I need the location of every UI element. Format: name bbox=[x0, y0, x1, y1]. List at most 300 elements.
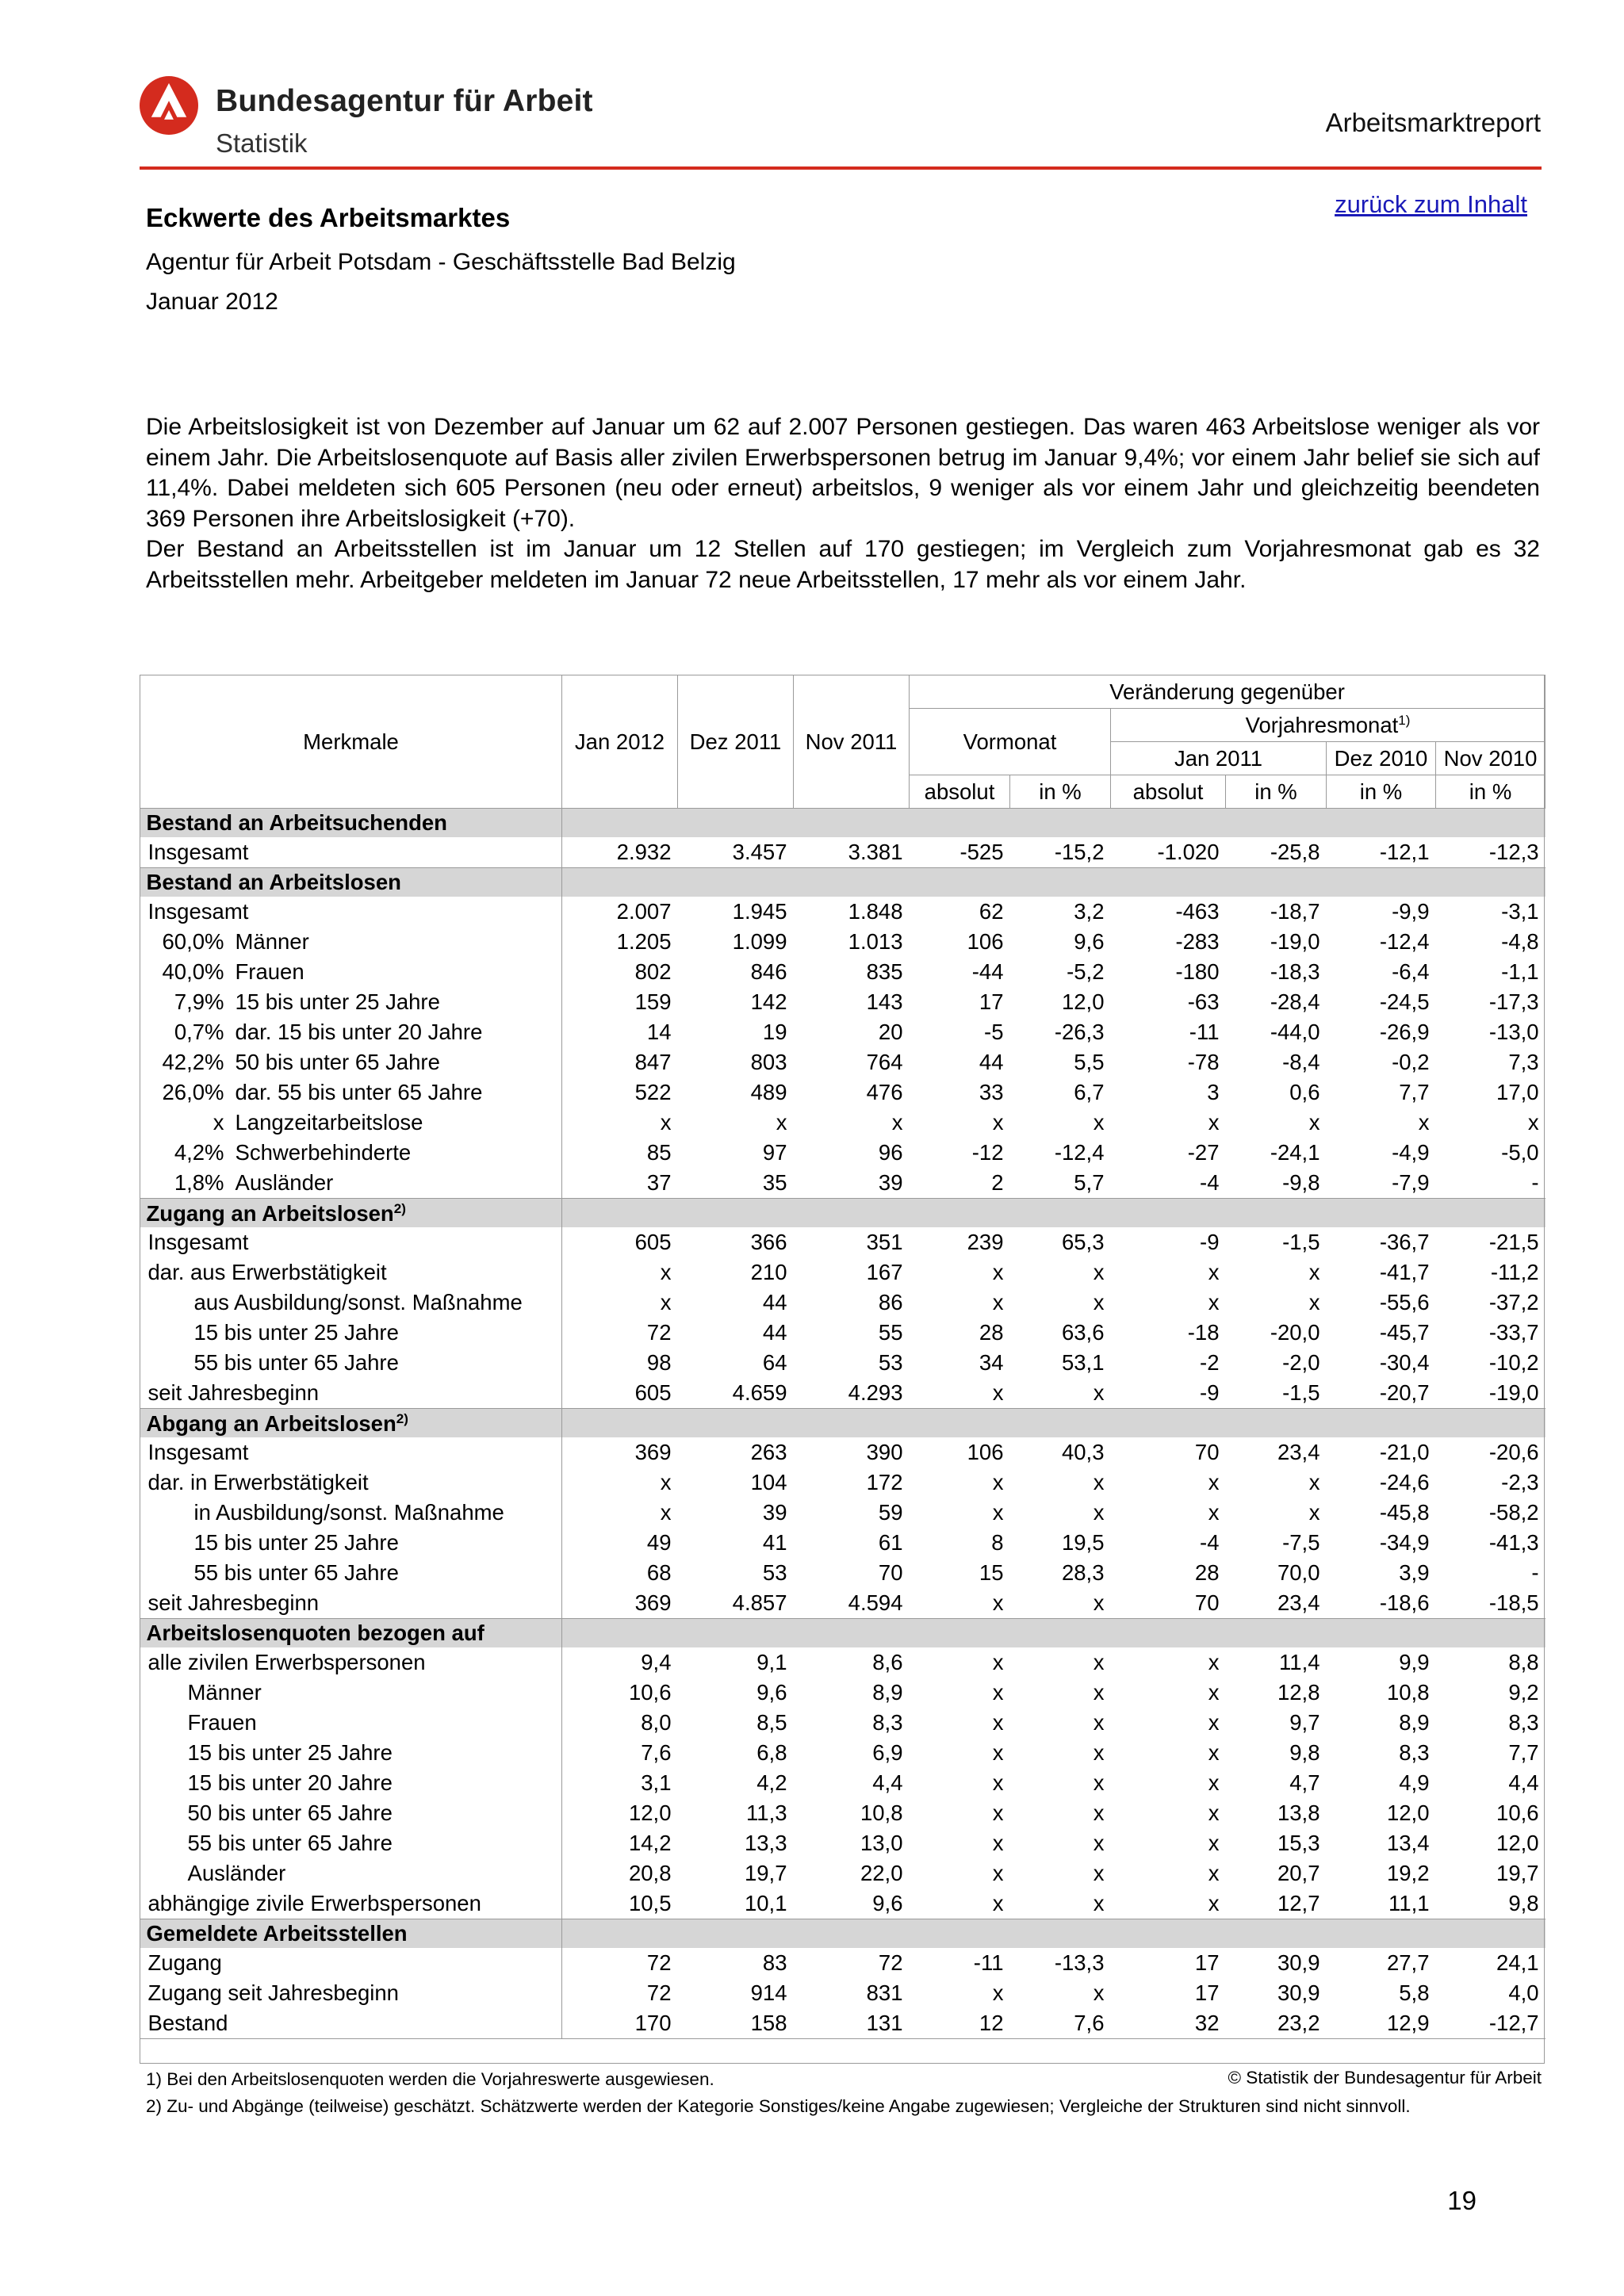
row-label-text: 15 bis unter 25 Jahre bbox=[235, 989, 440, 1015]
table-cell: x bbox=[1093, 1650, 1105, 1675]
row-label bbox=[140, 1708, 562, 1738]
table-cell: -4,9 bbox=[1392, 1140, 1430, 1165]
table-cell: 167 bbox=[866, 1260, 903, 1285]
table-cell: -2,3 bbox=[1501, 1470, 1539, 1495]
table-cell: 10,8 bbox=[860, 1800, 903, 1826]
table-row bbox=[140, 927, 1545, 957]
table-cell: 12,8 bbox=[1277, 1680, 1320, 1705]
table-cell: 9,9 bbox=[1399, 1650, 1430, 1675]
row-label-text: abhängige zivile Erwerbspersonen bbox=[147, 1891, 481, 1916]
table-cell: 9,6 bbox=[1074, 929, 1105, 955]
table-cell: 846 bbox=[750, 959, 787, 985]
row-label bbox=[140, 1588, 562, 1619]
header-vormonat: Vormonat bbox=[910, 709, 1111, 775]
table-cell: 159 bbox=[634, 989, 672, 1015]
copyright-note: © Statistik der Bundesagentur für Arbeit bbox=[1228, 2068, 1542, 2087]
row-label bbox=[140, 987, 562, 1017]
table-row bbox=[140, 1588, 1545, 1619]
table-cell: 6,7 bbox=[1074, 1080, 1105, 1105]
row-share: 42,2% bbox=[162, 1050, 224, 1075]
table-cell: 1.099 bbox=[732, 929, 787, 955]
table-cell: 106 bbox=[967, 929, 1004, 955]
page-title: Eckwerte des Arbeitsmarktes bbox=[146, 203, 511, 232]
table-cell: 70 bbox=[1194, 1440, 1220, 1465]
table-row bbox=[140, 1108, 1545, 1138]
table-cell: -55,6 bbox=[1379, 1290, 1430, 1315]
row-label bbox=[140, 1348, 562, 1378]
table-cell: x bbox=[660, 1110, 672, 1135]
table-cell: 4,7 bbox=[1289, 1770, 1320, 1796]
brand-subtitle: Statistik bbox=[216, 128, 308, 158]
table-cell: -12,3 bbox=[1488, 840, 1539, 865]
row-label bbox=[140, 1168, 562, 1199]
table-cell: x bbox=[1208, 1891, 1220, 1916]
row-label bbox=[140, 1288, 562, 1318]
section-title-text: Arbeitslosenquoten bezogen auf bbox=[146, 1621, 485, 1646]
row-label bbox=[140, 1858, 562, 1888]
table-cell: -13,3 bbox=[1054, 1950, 1105, 1976]
table-cell: 12 bbox=[910, 2008, 1010, 2039]
table-body bbox=[140, 809, 1545, 2039]
table-cell: 170 bbox=[562, 2008, 678, 2039]
table-cell: 10,8 bbox=[1386, 1680, 1430, 1705]
table-cell: -4 bbox=[1200, 1530, 1220, 1556]
table-cell: -63 bbox=[1187, 989, 1220, 1015]
table-cell: -24,5 bbox=[1379, 989, 1430, 1015]
table-cell: 10,6 bbox=[628, 1680, 672, 1705]
table-cell: x bbox=[1093, 1260, 1105, 1285]
table-cell: 1.013 bbox=[848, 929, 903, 955]
footnote-2: 2) Zu- und Abgänge (teilweise) geschätzt. Schätzwerte werden der Kategorie Sonstiges/keine Angabe zugewiesen; Vergleiche der Strukturen sind nicht sinnvoll. bbox=[146, 2096, 1411, 2116]
table-cell: x bbox=[1093, 1831, 1105, 1856]
table-cell: 7,7 bbox=[1508, 1740, 1539, 1766]
table-cell: 97 bbox=[762, 1140, 787, 1165]
table-cell: 3 bbox=[1207, 1080, 1220, 1105]
table-cell: 390 bbox=[866, 1440, 903, 1465]
table-cell: 12,0 bbox=[1061, 989, 1105, 1015]
table-cell: x bbox=[992, 1650, 1004, 1675]
table-cell: 1.205 bbox=[616, 929, 672, 955]
table-cell: 4,0 bbox=[1508, 1980, 1539, 2006]
table-row bbox=[140, 1077, 1545, 1108]
table-cell: 9,7 bbox=[1289, 1710, 1320, 1735]
table-cell: 9,6 bbox=[872, 1891, 903, 1916]
section-header bbox=[140, 809, 1545, 838]
table-cell: 12,0 bbox=[1496, 1831, 1539, 1856]
page-number: 19 bbox=[1447, 2186, 1477, 2215]
table-cell: -11 bbox=[973, 1950, 1004, 1976]
table-cell: 20,7 bbox=[1277, 1861, 1320, 1886]
table-cell: 8,3 bbox=[872, 1710, 903, 1735]
section-title-text: Zugang an Arbeitslosen bbox=[146, 1200, 394, 1226]
table-cell: x bbox=[1208, 1800, 1220, 1826]
table-cell: 11,1 bbox=[1388, 1891, 1430, 1916]
table-cell: 4.659 bbox=[732, 1380, 787, 1406]
row-label bbox=[140, 1498, 562, 1528]
row-label bbox=[140, 927, 562, 957]
table-cell: 63,6 bbox=[1061, 1320, 1105, 1345]
table-cell: 40,3 bbox=[1061, 1440, 1105, 1465]
table-cell: -44,0 bbox=[1270, 1020, 1320, 1045]
table-cell: -1.020 bbox=[1157, 840, 1220, 865]
row-label bbox=[140, 897, 562, 927]
table-cell: -58,2 bbox=[1488, 1500, 1539, 1525]
row-share: 26,0% bbox=[162, 1080, 224, 1105]
table-cell: -19,0 bbox=[1270, 929, 1320, 955]
row-label bbox=[140, 1558, 562, 1588]
row-share: x bbox=[213, 1110, 224, 1135]
table-cell: 83 bbox=[762, 1950, 787, 1976]
row-label bbox=[140, 1108, 562, 1138]
table-cell: 98 bbox=[646, 1350, 672, 1376]
header-jan-2011: Jan 2011 bbox=[1111, 742, 1327, 775]
table-cell: x bbox=[992, 1831, 1004, 1856]
table-cell: 6,8 bbox=[756, 1740, 787, 1766]
table-cell: -12,7 bbox=[1436, 2008, 1545, 2039]
table-cell: -1,5 bbox=[1282, 1230, 1320, 1255]
header-dez-2010: Dez 2010 bbox=[1327, 742, 1436, 775]
header-pct-vormonat: in % bbox=[1010, 775, 1111, 809]
section-header bbox=[140, 1619, 1545, 1648]
row-label-text: 15 bis unter 25 Jahre bbox=[187, 1740, 393, 1766]
table-cell: 8,5 bbox=[756, 1710, 787, 1735]
row-label bbox=[140, 1647, 562, 1678]
header-nov-2010: Nov 2010 bbox=[1436, 742, 1545, 775]
table-cell: 605 bbox=[634, 1380, 672, 1406]
table-cell: 17 bbox=[1194, 1950, 1220, 1976]
table-cell: 64 bbox=[762, 1350, 787, 1376]
table-cell: 131 bbox=[794, 2008, 910, 2039]
table-cell: x bbox=[1093, 1110, 1105, 1135]
table-cell: 12,0 bbox=[628, 1800, 672, 1826]
table-cell: 4,4 bbox=[872, 1770, 903, 1796]
table-cell: 53 bbox=[762, 1560, 787, 1586]
table-row bbox=[140, 1858, 1545, 1888]
table-cell: x bbox=[1308, 1500, 1320, 1525]
table-cell: x bbox=[1093, 1680, 1105, 1705]
table-cell: 32 bbox=[1111, 2008, 1226, 2039]
table-cell: 15 bbox=[979, 1560, 1004, 1586]
table-cell: 14,2 bbox=[628, 1831, 672, 1856]
table-cell: 13,8 bbox=[1277, 1800, 1320, 1826]
table-cell: -9,9 bbox=[1392, 899, 1430, 924]
table-cell: x bbox=[992, 1290, 1004, 1315]
table-cell: -33,7 bbox=[1488, 1320, 1539, 1345]
key-figures-table bbox=[140, 675, 1545, 2039]
row-label-text: Männer bbox=[235, 929, 309, 955]
table-cell: 24,1 bbox=[1496, 1950, 1539, 1976]
table-cell: 9,6 bbox=[756, 1680, 787, 1705]
table-cell: -18,6 bbox=[1379, 1590, 1430, 1616]
row-label bbox=[140, 2008, 562, 2039]
table-cell: - bbox=[1531, 1560, 1539, 1586]
section-title bbox=[140, 1619, 562, 1648]
table-cell: 12,9 bbox=[1327, 2008, 1436, 2039]
table-cell: x bbox=[1093, 1980, 1105, 2006]
row-share: 60,0% bbox=[162, 929, 224, 955]
table-cell: -36,7 bbox=[1379, 1230, 1430, 1255]
table-cell: x bbox=[1208, 1260, 1220, 1285]
table-cell: 263 bbox=[750, 1440, 787, 1465]
table-cell: 23,4 bbox=[1277, 1440, 1320, 1465]
table-cell: -2,0 bbox=[1282, 1350, 1320, 1376]
table-cell: x bbox=[1208, 1740, 1220, 1766]
table-cell: x bbox=[1093, 1740, 1105, 1766]
row-label bbox=[140, 957, 562, 987]
row-label-text: Langzeitarbeitslose bbox=[235, 1110, 423, 1135]
table-cell: -24,1 bbox=[1270, 1140, 1320, 1165]
table-cell: x bbox=[992, 1590, 1004, 1616]
table-cell: 914 bbox=[750, 1980, 787, 2006]
row-label-text: dar. aus Erwerbstätigkeit bbox=[147, 1260, 387, 1285]
table-cell: 369 bbox=[634, 1590, 672, 1616]
table-cell: x bbox=[1208, 1290, 1220, 1315]
table-cell: -11,2 bbox=[1490, 1260, 1539, 1285]
table-cell: -78 bbox=[1187, 1050, 1220, 1075]
row-label-text: dar. in Erwerbstätigkeit bbox=[147, 1470, 369, 1495]
table-row bbox=[140, 1017, 1545, 1047]
table-cell: -7,9 bbox=[1392, 1170, 1430, 1196]
table-row bbox=[140, 1498, 1545, 1528]
table-cell: x bbox=[1093, 1590, 1105, 1616]
row-label-text: Insgesamt bbox=[147, 840, 249, 865]
table-cell: 6,9 bbox=[872, 1740, 903, 1766]
table-cell: 70 bbox=[1194, 1590, 1220, 1616]
header-jan-2012: Jan 2012 bbox=[562, 675, 678, 809]
header-pct-vorjahr: in % bbox=[1226, 775, 1327, 809]
footnote-1: 1) Bei den Arbeitslosenquoten werden die Vorjahreswerte ausgewiesen. bbox=[146, 2069, 714, 2089]
table-cell: 39 bbox=[762, 1500, 787, 1525]
table-cell: -525 bbox=[959, 840, 1004, 865]
table-row bbox=[140, 1047, 1545, 1077]
table-cell: x bbox=[1208, 1680, 1220, 1705]
section-title bbox=[140, 809, 562, 838]
table-row bbox=[140, 1828, 1545, 1858]
row-label-text: aus Ausbildung/sonst. Maßnahme bbox=[193, 1290, 523, 1315]
table-row bbox=[140, 1168, 1545, 1199]
table-row bbox=[140, 1227, 1545, 1257]
table-cell: x bbox=[1527, 1110, 1539, 1135]
table-cell: 44 bbox=[762, 1320, 787, 1345]
table-cell: 28 bbox=[1194, 1560, 1220, 1586]
table-cell: 85 bbox=[646, 1140, 672, 1165]
table-cell: x bbox=[1093, 1861, 1105, 1886]
section-title bbox=[140, 1199, 562, 1228]
table-cell: 7,6 bbox=[641, 1740, 672, 1766]
table-cell: -5,0 bbox=[1501, 1140, 1539, 1165]
table-cell: 72 bbox=[878, 1950, 903, 1976]
table-cell: 5,5 bbox=[1074, 1050, 1105, 1075]
table-cell: 13,0 bbox=[860, 1831, 903, 1856]
table-cell: 19,7 bbox=[744, 1861, 787, 1886]
table-cell: 9,8 bbox=[1508, 1891, 1539, 1916]
table-cell: -26,3 bbox=[1054, 1020, 1105, 1045]
row-label-text: Ausländer bbox=[235, 1170, 334, 1196]
table-cell: 37 bbox=[646, 1170, 672, 1196]
row-label bbox=[140, 1077, 562, 1108]
table-cell: 104 bbox=[750, 1470, 787, 1495]
table-row bbox=[140, 897, 1545, 927]
header-dez-2011: Dez 2011 bbox=[678, 675, 794, 809]
row-label-text: Ausländer bbox=[187, 1861, 286, 1886]
table-cell: 17 bbox=[979, 989, 1004, 1015]
period-subtitle: Januar 2012 bbox=[146, 289, 278, 315]
table-cell: -1,1 bbox=[1501, 959, 1539, 985]
table-cell: x bbox=[1308, 1290, 1320, 1315]
row-label-text: Männer bbox=[187, 1680, 262, 1705]
table-cell: 2.007 bbox=[616, 899, 672, 924]
row-label-text: Frauen bbox=[187, 1710, 257, 1735]
table-cell: -463 bbox=[1175, 899, 1220, 924]
table-cell: 10,6 bbox=[1496, 1800, 1539, 1826]
section-footnote-mark: 2) bbox=[396, 1410, 408, 1426]
table-cell: 4,9 bbox=[1399, 1770, 1430, 1796]
table-cell: 764 bbox=[866, 1050, 903, 1075]
table-cell: 8,0 bbox=[641, 1710, 672, 1735]
row-label-text: 15 bis unter 20 Jahre bbox=[187, 1770, 393, 1796]
table-cell: -12,1 bbox=[1379, 840, 1430, 865]
header-absolut-vormonat: absolut bbox=[910, 775, 1010, 809]
table-cell: 61 bbox=[878, 1530, 903, 1556]
table-cell: 10,5 bbox=[628, 1891, 672, 1916]
table-cell: 19,2 bbox=[1386, 1861, 1430, 1886]
table-cell: -25,8 bbox=[1270, 840, 1320, 865]
row-label-text: 15 bis unter 25 Jahre bbox=[193, 1320, 399, 1345]
table-cell: x bbox=[660, 1500, 672, 1525]
back-to-contents-link[interactable]: zurück zum Inhalt bbox=[1335, 190, 1527, 218]
header-vorjahresmonat-footnote: 1) bbox=[1398, 713, 1411, 729]
table-cell: 7,6 bbox=[1010, 2008, 1111, 2039]
table-cell: 142 bbox=[750, 989, 787, 1015]
header-vorjahresmonat-label: Vorjahresmonat bbox=[1245, 713, 1399, 738]
table-cell: x bbox=[1208, 1861, 1220, 1886]
table-cell: x bbox=[992, 1861, 1004, 1886]
table-cell: 23,2 bbox=[1226, 2008, 1327, 2039]
row-label-text: seit Jahresbeginn bbox=[147, 1590, 320, 1616]
section-title-text: Gemeldete Arbeitsstellen bbox=[146, 1921, 408, 1946]
row-label bbox=[140, 1828, 562, 1858]
table-cell: x bbox=[992, 1770, 1004, 1796]
header-pct-nov-2010: in % bbox=[1436, 775, 1545, 809]
row-label bbox=[140, 1738, 562, 1768]
row-label-text: Frauen bbox=[235, 959, 304, 985]
table-cell: 4.857 bbox=[732, 1590, 787, 1616]
agency-subtitle: Agentur für Arbeit Potsdam - Geschäftsstelle Bad Belzig bbox=[146, 249, 736, 275]
table-cell: 2 bbox=[991, 1170, 1004, 1196]
table-row bbox=[140, 1257, 1545, 1288]
row-label bbox=[140, 1528, 562, 1558]
table-cell: 143 bbox=[866, 989, 903, 1015]
table-cell: x bbox=[992, 1110, 1004, 1135]
table-row bbox=[140, 1378, 1545, 1409]
table-cell: -18,3 bbox=[1270, 959, 1320, 985]
section-title bbox=[140, 868, 562, 897]
table-cell: 30,9 bbox=[1277, 1980, 1320, 2006]
table-cell: 803 bbox=[750, 1050, 787, 1075]
table-cell: 8,3 bbox=[1508, 1710, 1539, 1735]
table-cell: x bbox=[1093, 1800, 1105, 1826]
row-label-text: dar. 15 bis unter 20 Jahre bbox=[235, 1020, 483, 1045]
table-cell: 4,2 bbox=[756, 1770, 787, 1796]
table-cell: -8,4 bbox=[1282, 1050, 1320, 1075]
table-cell: 366 bbox=[750, 1230, 787, 1255]
table-cell: 605 bbox=[634, 1230, 672, 1255]
row-label-text: Insgesamt bbox=[147, 1230, 249, 1255]
table-cell: 13,4 bbox=[1386, 1831, 1430, 1856]
table-row bbox=[140, 1678, 1545, 1708]
table-cell: 10,1 bbox=[744, 1891, 787, 1916]
section-title-text: Bestand an Arbeitsuchenden bbox=[146, 810, 447, 836]
table-cell: x bbox=[992, 1740, 1004, 1766]
row-label-text: alle zivilen Erwerbspersonen bbox=[147, 1650, 426, 1675]
row-label bbox=[140, 1888, 562, 1919]
row-label bbox=[140, 1468, 562, 1498]
table-cell: 70,0 bbox=[1277, 1560, 1320, 1586]
section-header bbox=[140, 868, 1545, 897]
table-cell: 1.945 bbox=[732, 899, 787, 924]
table-cell: -1,5 bbox=[1282, 1380, 1320, 1406]
table-cell: 1.848 bbox=[848, 899, 903, 924]
table-row bbox=[140, 837, 1545, 868]
table-cell: -5,2 bbox=[1067, 959, 1105, 985]
table-cell: -34,9 bbox=[1379, 1530, 1430, 1556]
table-cell: x bbox=[1208, 1710, 1220, 1735]
table-row bbox=[140, 1708, 1545, 1738]
row-label-text: Zugang bbox=[147, 1950, 222, 1976]
table-cell: -18 bbox=[1187, 1320, 1220, 1345]
table-cell: -27 bbox=[1187, 1140, 1220, 1165]
table-cell: 11,4 bbox=[1279, 1650, 1320, 1675]
key-figures-table-container bbox=[140, 675, 1545, 2039]
table-cell: x bbox=[660, 1290, 672, 1315]
intro-paragraph-1: Die Arbeitslosigkeit ist von Dezember auf Januar um 62 auf 2.007 Personen gestiegen. Das waren 463 Arbeitslose weniger als vor einem Jahr. Die Arbeitslosenquote auf Basis aller zivilen Erwerbspersonen betrug im Januar 9,4%; vor einem Jahr belief sie sich auf 11,4%. Dabei meldeten sich 605 Personen (neu oder erneut) arbeitslos, 9 weniger als vor einem Jahr und gleichzeitig beendeten 369 Personen ihre Arbeitslosigkeit (+70). bbox=[146, 414, 1540, 532]
row-label-text: 50 bis unter 65 Jahre bbox=[187, 1800, 393, 1826]
table-cell: -9,8 bbox=[1282, 1170, 1320, 1196]
table-cell: x bbox=[992, 1680, 1004, 1705]
section-fill bbox=[562, 1199, 1545, 1228]
header-divider bbox=[140, 166, 1542, 170]
table-cell: 44 bbox=[762, 1290, 787, 1315]
table-row bbox=[140, 1468, 1545, 1498]
table-cell: x bbox=[1093, 1891, 1105, 1916]
table-cell: 41 bbox=[762, 1530, 787, 1556]
table-cell: -5 bbox=[984, 1020, 1004, 1045]
intro-paragraph-2: Der Bestand an Arbeitsstellen ist im Januar um 12 Stellen auf 170 gestiegen; im Vergleich zum Vorjahresmonat gab es 32 Arbeitsstellen mehr. Arbeitgeber meldeten im Januar 72 neue Arbeitsstellen, 17 mehr als vor einem Jahr. bbox=[146, 536, 1540, 593]
section-fill bbox=[562, 868, 1545, 897]
table-row bbox=[140, 987, 1545, 1017]
row-label bbox=[140, 837, 562, 868]
table-cell: -10,2 bbox=[1488, 1350, 1539, 1376]
brand-name: Bundesagentur für Arbeit bbox=[216, 84, 593, 118]
table-cell: 62 bbox=[979, 899, 1004, 924]
section-fill bbox=[562, 809, 1545, 838]
section-fill bbox=[562, 1409, 1545, 1438]
table-cell: 12,0 bbox=[1386, 1800, 1430, 1826]
table-cell: x bbox=[1208, 1500, 1220, 1525]
table-cell: -4,8 bbox=[1501, 929, 1539, 955]
section-fill bbox=[562, 1919, 1545, 1949]
row-label bbox=[140, 1798, 562, 1828]
header-vorjahresmonat bbox=[1111, 709, 1545, 742]
table-cell: 28,3 bbox=[1061, 1560, 1105, 1586]
row-share: 40,0% bbox=[162, 959, 224, 985]
table-cell: 20 bbox=[878, 1020, 903, 1045]
table-row bbox=[140, 1798, 1545, 1828]
table-cell: -26,9 bbox=[1379, 1020, 1430, 1045]
row-label-text: 55 bis unter 65 Jahre bbox=[193, 1350, 399, 1376]
table-cell: 70 bbox=[878, 1560, 903, 1586]
table-cell: 835 bbox=[866, 959, 903, 985]
